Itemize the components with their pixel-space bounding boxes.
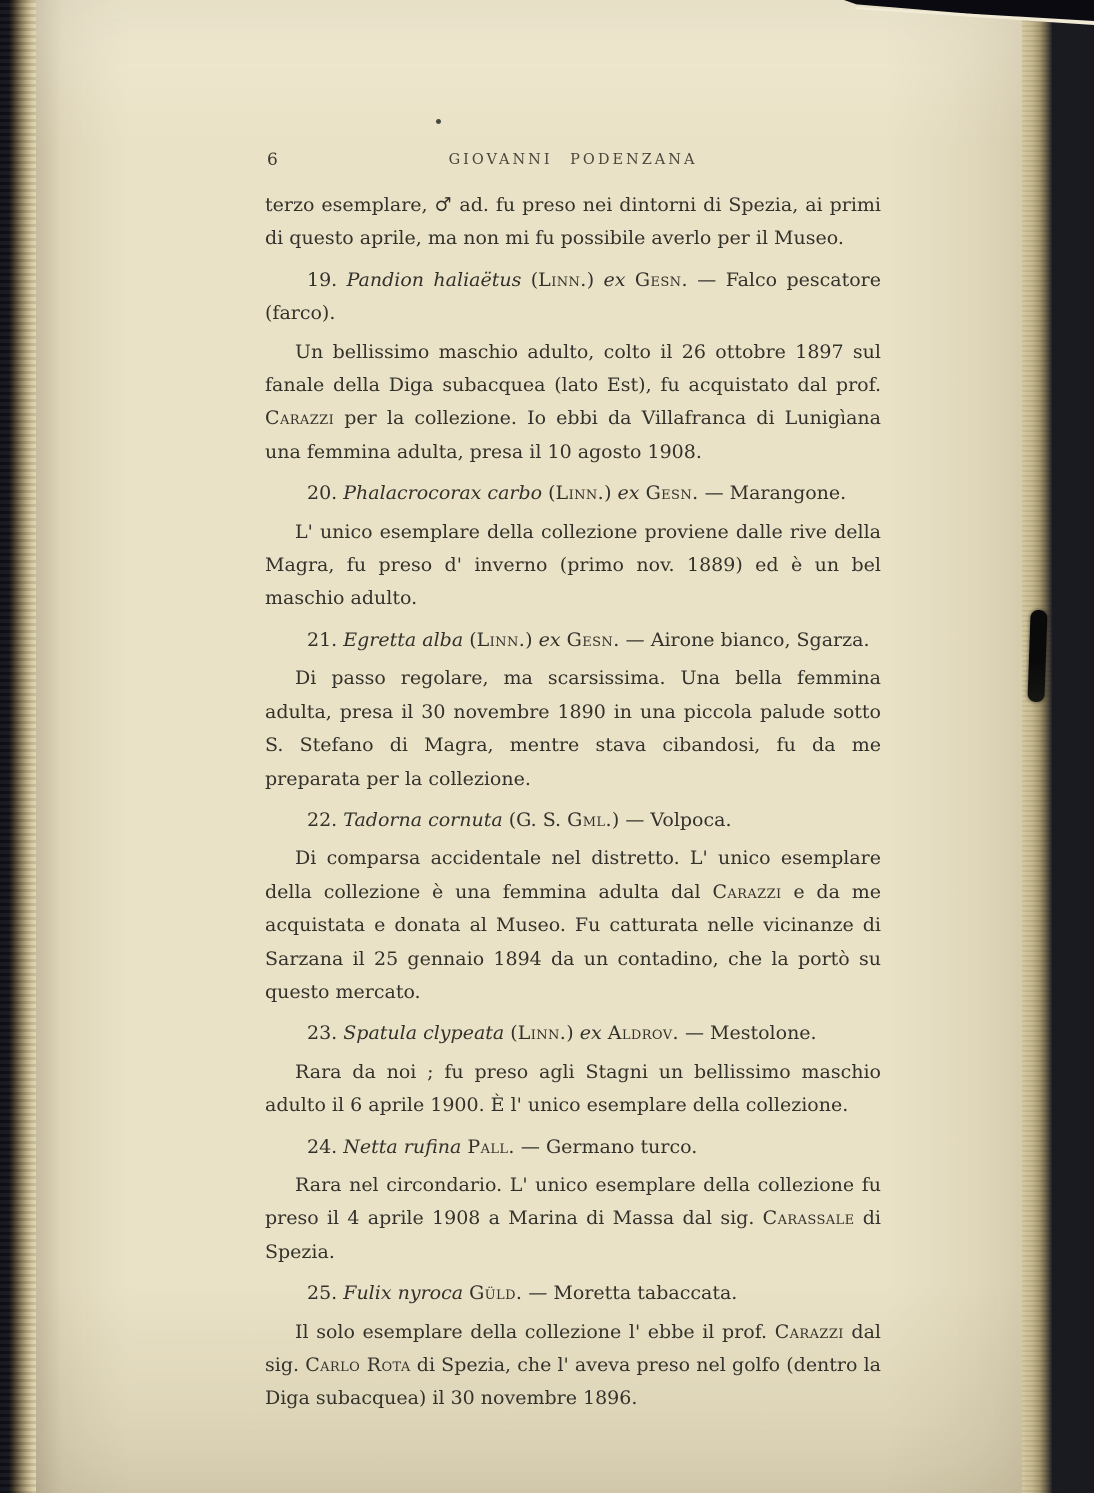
author-name-text: Carazzi xyxy=(265,407,335,430)
author-name-text: Carassale xyxy=(762,1207,855,1230)
species-entry-heading xyxy=(265,1017,881,1050)
author-name-text: Güld. xyxy=(469,1282,523,1305)
dust-speck xyxy=(436,119,441,124)
body-text: Di passo regolare, ma scarsissima. Una bella femmina adulta, presa il 30 novembre 1890 in una piccola palude sotto S. Stefano di Magra, mentre stava cibandosi, fu da me preparata per la collezione. xyxy=(265,667,881,790)
species-name-text: ex xyxy=(538,628,561,651)
page-edge-right xyxy=(1022,0,1052,1493)
species-entry-heading xyxy=(265,1277,881,1310)
author-name-text: Aldrov. xyxy=(607,1022,679,1045)
body-text: 25. xyxy=(307,1282,344,1305)
body-text: — Germano turco. xyxy=(514,1135,698,1158)
body-text: terzo esemplare, ♂ ad. fu preso nei dintorni di Spezia, ai primi di questo aprile, ma non mi fu possibile averlo per il Museo. xyxy=(265,194,881,250)
book-binding-edge xyxy=(0,0,36,1493)
author-name-text: Pall. xyxy=(467,1135,515,1158)
body-text: — Marangone. xyxy=(698,482,847,505)
species-name-text: ex xyxy=(603,268,626,291)
species-entry-heading xyxy=(265,477,881,510)
body-text: ) — Volpoca. xyxy=(611,808,732,831)
body-text: ( xyxy=(542,482,556,505)
author-name-text: Linn. xyxy=(517,1022,567,1045)
body-text: di Spezia, che l' aveva preso nel golfo (dentro la Diga subacquea) il 30 novembre 1896. xyxy=(265,1354,882,1410)
body-text: Rara nel circondario. L' unico esemplare della collezione fu preso il 4 aprile 1908 a Marina di Massa dal sig. xyxy=(265,1173,881,1230)
body-text: ( xyxy=(463,628,477,651)
author-name-text: Carazzi xyxy=(774,1320,844,1343)
body-text: — Falco pescatore (farco). xyxy=(265,268,882,325)
author-name-text: Linn. xyxy=(555,482,605,505)
text-paragraph xyxy=(265,1169,881,1269)
author-name-text: Linn. xyxy=(538,268,587,291)
author-name-text: Gesn. xyxy=(645,482,699,505)
body-text: — Mestolone. xyxy=(678,1022,817,1045)
species-entry-heading xyxy=(265,1131,881,1164)
running-title: GIOVANNI PODENZANA xyxy=(448,152,698,168)
species-name-text: Phalacrocorax carbo xyxy=(343,482,543,505)
author-name-text: Carazzi xyxy=(712,880,782,903)
body-text: 20. xyxy=(307,482,344,505)
body-text: 22. xyxy=(307,808,344,831)
species-name-text: Fulix nyroca xyxy=(343,1282,464,1305)
body-text: 21. xyxy=(307,628,344,651)
text-paragraph xyxy=(265,1316,881,1416)
text-paragraph xyxy=(265,516,881,616)
body-text: — Moretta tabaccata. xyxy=(522,1282,738,1305)
body-text: ) xyxy=(566,1022,580,1045)
body-text: di Spezia. xyxy=(265,1207,881,1263)
author-name-text: Carlo Rota xyxy=(305,1354,411,1376)
author-name-text: Gml. xyxy=(567,808,612,831)
species-name-text: Egretta alba xyxy=(343,628,464,651)
body-text: Rara da noi ; fu preso agli Stagni un bellissimo maschio adulto il 6 aprile 1900. È l' unico esemplare della collezione. xyxy=(265,1060,881,1117)
species-name-text: Pandion haliaëtus xyxy=(346,268,522,291)
body-text: L' unico esemplare della collezione proviene dalle rive della Magra, fu preso d' inverno (primo nov. 1889) ed è un bel maschio adulto. xyxy=(265,520,881,610)
body-text: 19. xyxy=(307,268,347,291)
species-entry-heading xyxy=(265,264,881,331)
page-number: 6 xyxy=(267,150,278,170)
species-name-text: Tadorna cornuta xyxy=(343,808,503,831)
ink-mark-right-edge xyxy=(1027,610,1047,703)
body-text: ) xyxy=(604,482,618,505)
body-text: dal sig. xyxy=(265,1320,881,1376)
body-text: (G. S. xyxy=(502,808,568,831)
body-text: 24. xyxy=(307,1135,344,1158)
species-name-text: Spatula clypeata xyxy=(343,1022,505,1045)
body-text: ( xyxy=(521,268,539,291)
running-header xyxy=(265,147,881,173)
species-name-text: ex xyxy=(579,1022,602,1045)
body-text: 23. xyxy=(307,1022,344,1045)
text-paragraph xyxy=(265,336,881,470)
text-paragraph xyxy=(265,842,881,1009)
body-text xyxy=(626,269,635,291)
body-text: e da me acquistata e donata al Museo. Fu catturata nelle vicinanze di Sarzana il 25 gennaio 1894 da un contadino, che la portò su questo mercato. xyxy=(265,880,881,1003)
body-text: Il solo esemplare della collezione l' ebbe il prof. xyxy=(295,1320,775,1343)
book-page xyxy=(36,0,1022,1493)
body-text: Un bellissimo maschio adulto, colto il 26 ottobre 1897 sul fanale della Diga subacquea (lato Est), fu acquistato dal prof. xyxy=(265,340,881,397)
text-paragraph xyxy=(265,662,881,796)
body-text: per la collezione. Io ebbi da Villafranca di Lunigìana una femmina adulta, presa il 10 agosto 1908. xyxy=(265,407,881,463)
author-name-text: Gesn. xyxy=(566,628,620,651)
text-paragraph xyxy=(265,1056,881,1123)
body-text: Di comparsa accidentale nel distretto. L' unico esemplare della collezione è una femmina adulta dal xyxy=(265,847,881,903)
body-text: ) xyxy=(586,268,604,291)
author-name-text: Gesn. xyxy=(634,268,688,291)
page-text xyxy=(265,189,881,1416)
body-text: — Airone bianco, Sgarza. xyxy=(619,628,870,651)
author-name-text: Linn. xyxy=(476,628,526,651)
species-entry-heading xyxy=(265,804,881,837)
species-name-text: ex xyxy=(617,482,640,505)
text-paragraph xyxy=(265,189,881,256)
species-entry-heading xyxy=(265,624,881,657)
body-text: ( xyxy=(504,1022,518,1045)
body-text: ) xyxy=(525,628,539,651)
species-name-text: Netta rufina xyxy=(343,1135,462,1158)
